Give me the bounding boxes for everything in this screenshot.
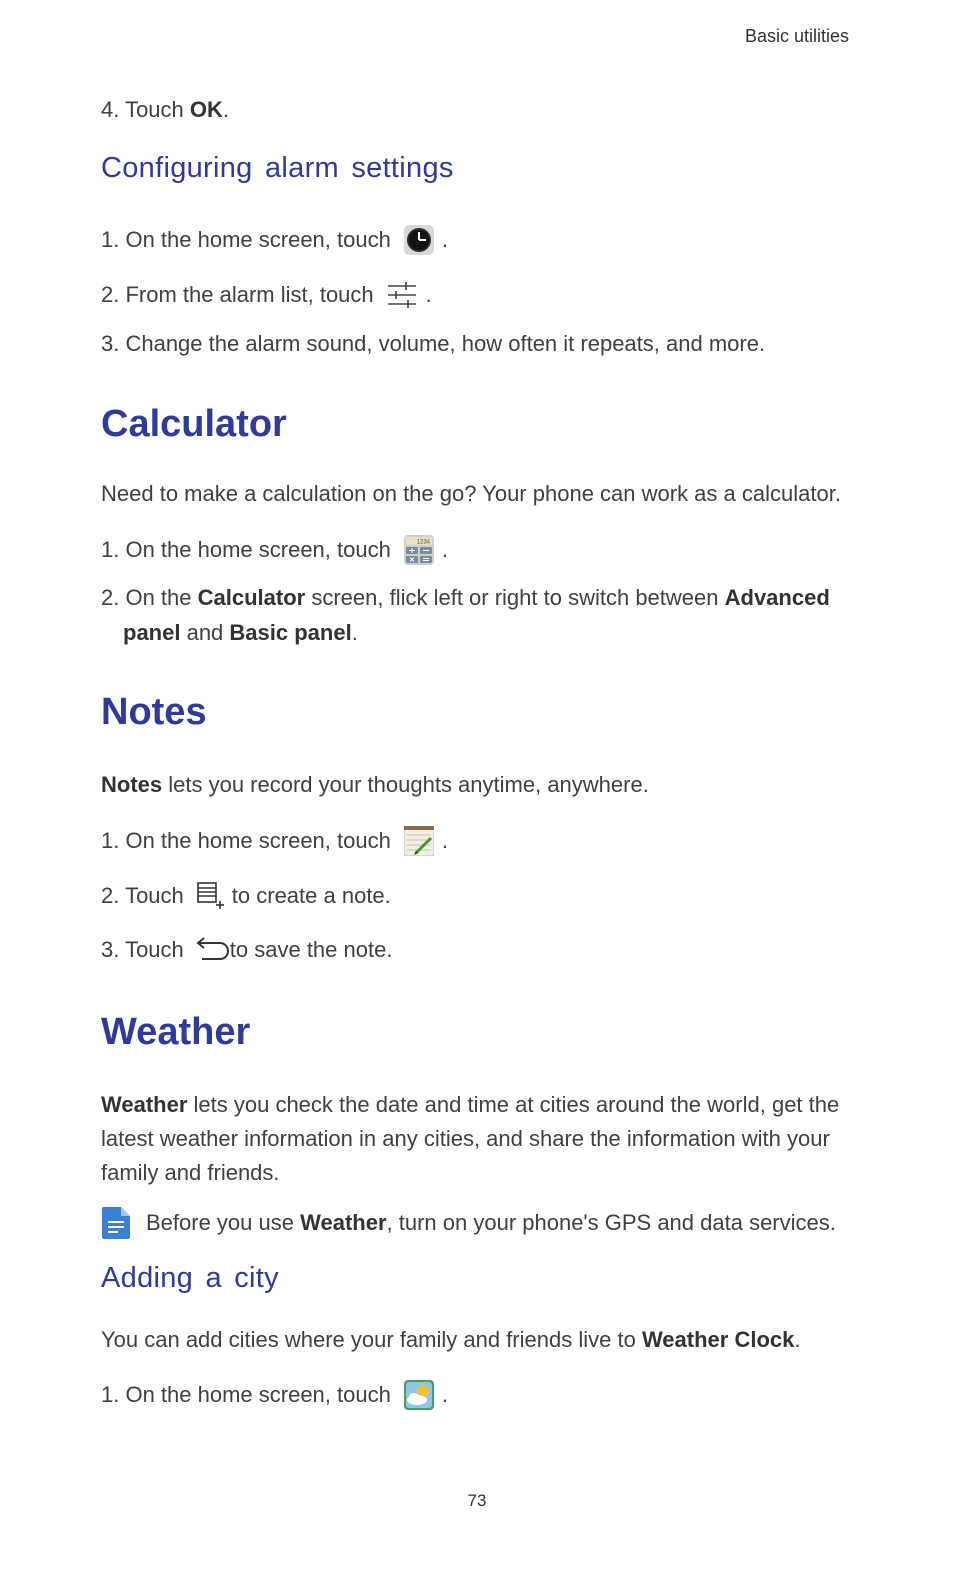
- notes-step-1: 1. On the home screen, touch .: [101, 826, 448, 856]
- weather-intro-line-3: family and friends.: [101, 1160, 280, 1185]
- weather-step-1: 1. On the home screen, touch .: [101, 1380, 448, 1410]
- weather-note: Before you use Weather , turn on your phone's GPS and data services.: [101, 1206, 836, 1240]
- heading-calculator: Calculator: [101, 403, 287, 445]
- calculator-step-1: 1. On the home screen, touch 1234 .: [101, 535, 448, 565]
- alarm-step-3: 3. Change the alarm sound, volume, how often it repeats, and more.: [101, 331, 766, 356]
- alarm-step-4: 4. Touch OK .: [101, 97, 230, 122]
- add-note-icon: [196, 881, 228, 911]
- subheading-configuring-alarm: Configuring alarm settings: [101, 152, 454, 184]
- heading-notes: Notes: [101, 691, 207, 733]
- page-number: 73: [467, 1491, 487, 1510]
- heading-weather: Weather: [101, 1011, 251, 1053]
- settings-sliders-icon: [386, 281, 418, 309]
- weather-intro: [101, 1088, 861, 1190]
- weather-intro-line-2: latest weather information in any cities, and share the information with your: [101, 1126, 830, 1151]
- subheading-adding-city: Adding a city: [101, 1262, 279, 1294]
- running-header: Basic utilities: [744, 26, 849, 46]
- weather-add-city-text: You can add cities where your family and friends live to Weather Clock.: [101, 1327, 801, 1352]
- notes-step-2: 2. Touch to create a note.: [101, 881, 391, 911]
- calculator-step-2-line-2: panel and Basic panel.: [123, 620, 358, 645]
- alarm-step-2: 2. From the alarm list, touch .: [101, 282, 432, 307]
- notes-step-3: 3. Touch to save the note.: [101, 937, 393, 962]
- weather-intro-line-1: Weather lets you check the date and time at cities around the world, get the: [101, 1092, 840, 1117]
- alarm-step-1: 1. On the home screen, touch .: [101, 225, 448, 255]
- back-arrow-icon: [194, 937, 230, 963]
- note-icon: [101, 1206, 131, 1240]
- svg-text:1234: 1234: [416, 539, 430, 546]
- calculator-icon: [404, 535, 434, 565]
- notepad-icon: [404, 826, 434, 856]
- weather-icon: [404, 1380, 434, 1410]
- clock-icon: [404, 225, 434, 255]
- notes-intro: Notes lets you record your thoughts anytime, anywhere.: [101, 772, 649, 797]
- calculator-intro: Need to make a calculation on the go? Your phone can work as a calculator.: [101, 481, 841, 506]
- calculator-step-2-line-1: 2. On the Calculator screen, flick left or right to switch between Advanced: [101, 585, 830, 610]
